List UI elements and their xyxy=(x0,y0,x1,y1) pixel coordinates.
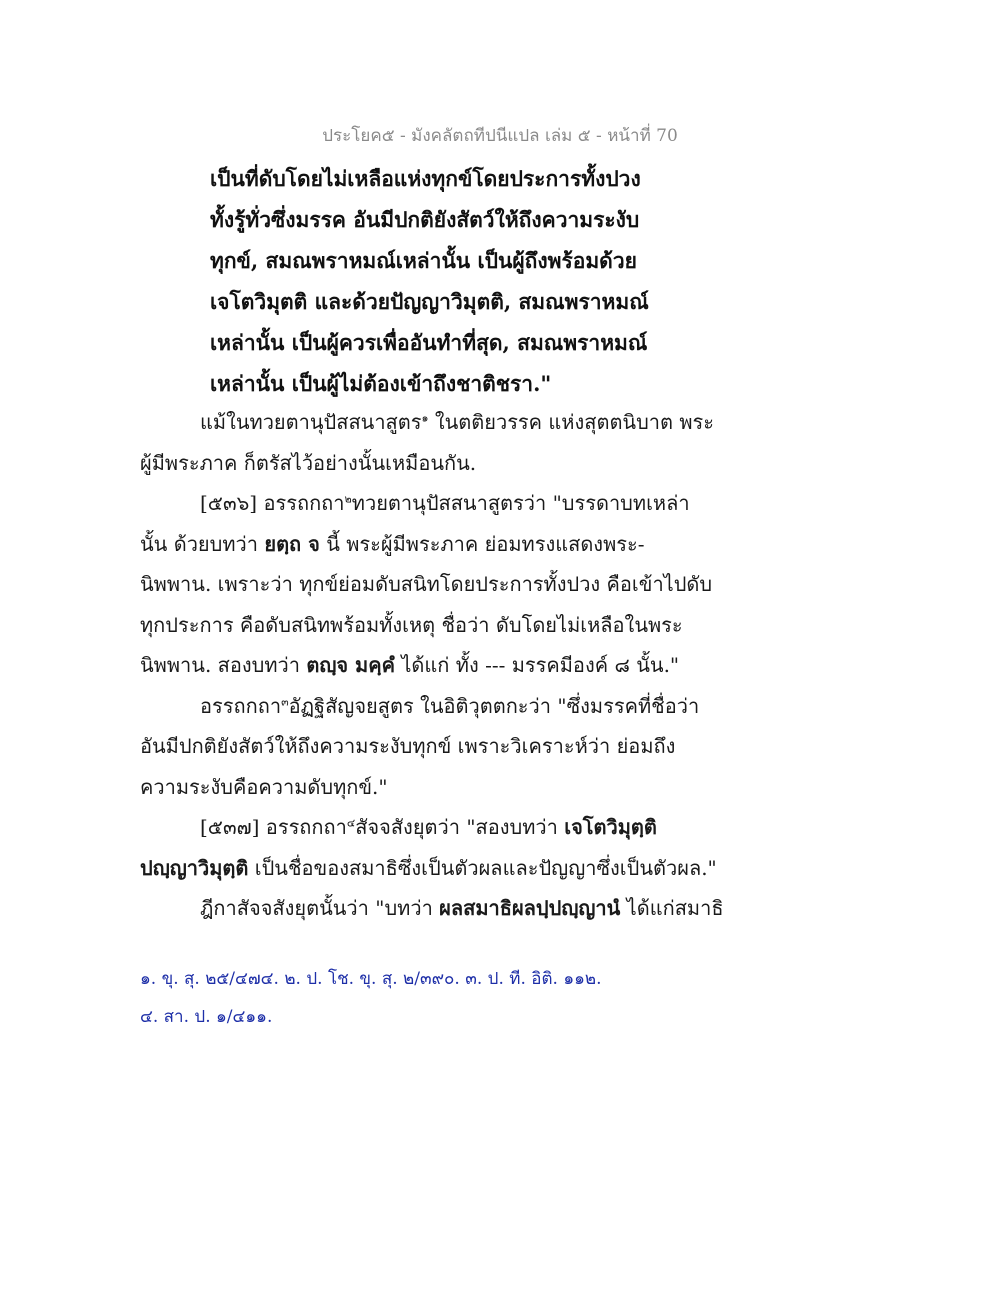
footnote-ref: ๔ xyxy=(346,816,356,830)
pali-term: ยตฺถ จ xyxy=(264,531,320,556)
body-line xyxy=(140,888,860,929)
pali-term: ผลสมาธิผลปฺปญฺญานํ xyxy=(439,896,621,920)
body-line xyxy=(140,402,860,443)
pali-term: เจโตวิมุตฺติ xyxy=(564,815,657,839)
footnote-ref: ๓ xyxy=(281,694,289,708)
verse-line: ทั้งรู้ทั่วซึ่งมรรค อันมีปกติยังสัตว์ให้ถึงความระงับ xyxy=(210,207,640,232)
text-run: นี้ พระผู้มีพระภาค ย่อมทรงแสดงพระ- xyxy=(319,531,645,556)
footnote-line: ๑. ขุ. สุ. ๒๕/๔๗๔. ๒. ป. โช. ขุ. สุ. ๒/๓๙๐. ๓. ป. ที. อิติ. ๑๑๒. xyxy=(140,969,602,989)
body-line xyxy=(140,524,860,565)
verse-line: ทุกข์, สมณพราหมณ์เหล่านั้น เป็นผู้ถึงพร้อมด้วย xyxy=(210,248,637,273)
footnote-ref: ๒ xyxy=(344,492,352,506)
text-run: อรรถกถา xyxy=(200,693,282,718)
body-line xyxy=(140,807,860,848)
text-run: นิพพาน. สองบทว่า xyxy=(140,653,307,677)
footnote-ref: ๑ xyxy=(421,411,429,425)
verse-block xyxy=(210,158,850,404)
page-header-title: ประโยค๕ - มังคลัตถทีปนีแปล เล่ม ๕ - หน้าที่ 70 xyxy=(322,126,678,146)
footnote-line: ๔. สา. ป. ๑/๔๑๑. xyxy=(140,1007,273,1027)
text-run: ทวยตานุปัสสนาสูตรว่า "บรรดาบทเหล่า xyxy=(351,491,690,515)
verse-line: เป็นที่ดับโดยไม่เหลือแห่งทุกข์โดยประการทั้งปวง xyxy=(210,166,641,191)
pali-term: ตญฺจ มคฺคํ xyxy=(306,653,395,677)
body-line xyxy=(140,645,860,686)
verse-line: เหล่านั้น เป็นผู้ไม่ต้องเข้าถึงชาติชรา." xyxy=(210,371,552,396)
text-run: อัฏฐิสัญจยสูตร ในอิติวุตตกะว่า "ซึ่งมรรคที่ชื่อว่า xyxy=(288,693,700,718)
page-header xyxy=(0,122,1000,149)
body-line: นิพพาน. เพราะว่า ทุกข์ย่อมดับสนิทโดยประการทั้งปวง คือเข้าไปดับ xyxy=(140,572,713,596)
body-line: ผู้มีพระภาค ก็ตรัสไว้อย่างนั้นเหมือนกัน. xyxy=(140,450,477,475)
verse-line: เจโตวิมุตติ และด้วยปัญญาวิมุตติ, สมณพราหมณ์ xyxy=(210,289,649,314)
body-line xyxy=(140,848,860,889)
verse-line: เหล่านั้น เป็นผู้ควรเพื่ออันทำที่สุด, สมณพราหมณ์ xyxy=(210,330,648,355)
text-run: [๕๓๗] อรรถกถา xyxy=(200,815,347,839)
text-run: ในตติยวรรค แห่งสุตตนิบาต พระ xyxy=(428,410,715,434)
body-line: ความระงับคือความดับทุกข์." xyxy=(140,774,388,799)
text-run: เป็นชื่อของสมาธิซึ่งเป็นตัวผลและปัญญาซึ่งเป็นตัวผล." xyxy=(248,855,717,880)
body-line xyxy=(140,483,860,524)
body-line xyxy=(140,686,860,727)
body-text xyxy=(140,402,860,929)
body-line: ทุกประการ คือดับสนิทพร้อมทั้งเหตุ ชื่อว่า ดับโดยไม่เหลือในพระ xyxy=(140,612,683,637)
text-run: ฎีกาสัจจสังยุตนั้นว่า "บทว่า xyxy=(200,896,440,920)
text-run: สัจจสังยุตว่า "สองบทว่า xyxy=(355,815,565,839)
text-run: ได้แก่ ทั้ง --- มรรคมีองค์ ๘ นั้น." xyxy=(395,653,680,677)
body-line: อันมีปกติยังสัตว์ให้ถึงความระงับทุกข์ เพราะวิเคราะห์ว่า ย่อมถึง xyxy=(140,734,676,758)
text-run: [๕๓๖] อรรถกถา xyxy=(200,491,345,515)
text-run: ได้แก่สมาธิ xyxy=(620,896,724,920)
text-run: แม้ในทวยตานุปัสสนาสูตร xyxy=(200,410,422,434)
pali-term: ปญฺญาวิมุตฺติ xyxy=(140,855,249,880)
footnotes xyxy=(140,960,860,1036)
text-run: นั้น ด้วยบทว่า xyxy=(140,531,265,556)
